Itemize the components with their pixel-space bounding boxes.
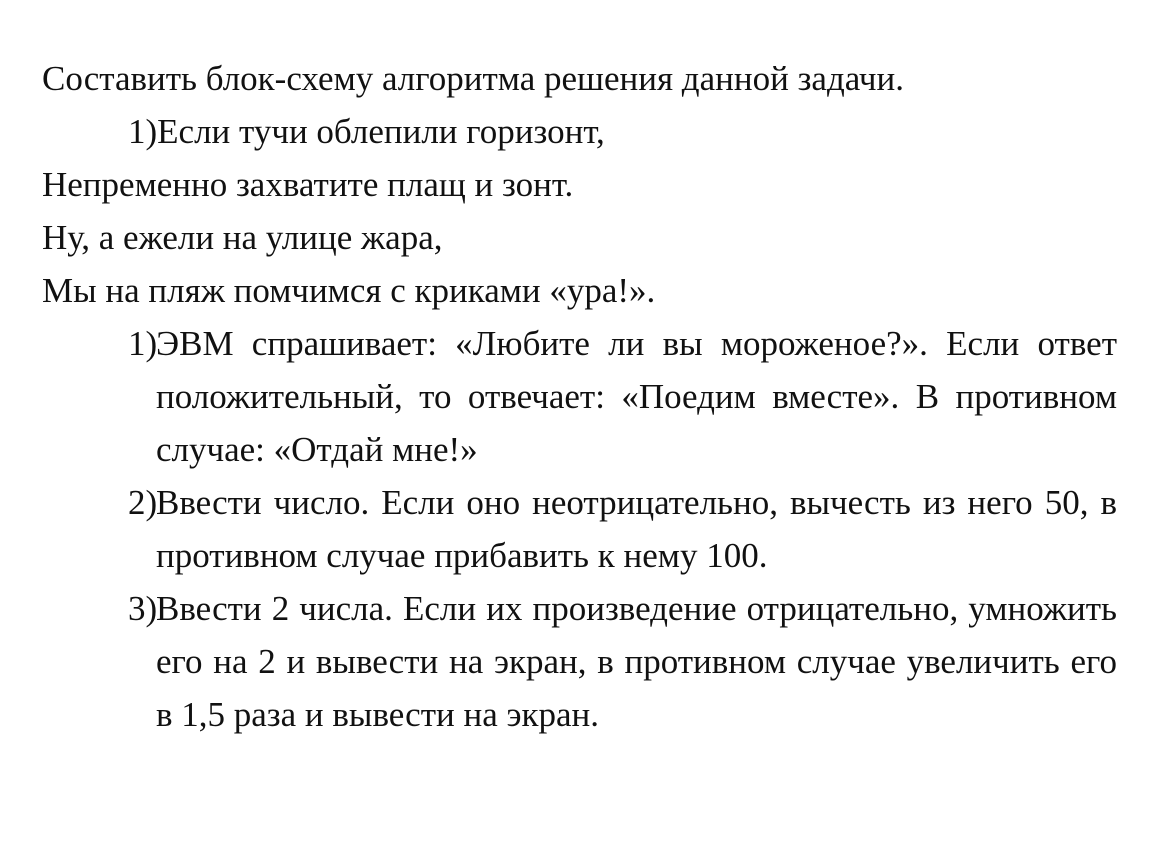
task-heading: Составить блок-схему алгоритма решения данной задачи.	[42, 59, 904, 98]
task-item-1	[42, 317, 1117, 476]
poem-line-4: Мы на пляж помчимся с криками «ура!».	[42, 271, 656, 310]
task-text-1: ЭВМ спрашивает: «Любите ли вы мороженое?». Если ответ положительный, то отвечает: «Поедим вместе». В противном случае: «Отдай мне!»	[156, 324, 1117, 469]
task-number-2: 2)	[128, 483, 158, 522]
task-text-3: Ввести 2 числа. Если их произведение отрицательно, умножить его на 2 и вывести на экран, в противном случае увеличить его в 1,5 раза и вывести на экран.	[156, 589, 1117, 734]
task-item-3	[42, 582, 1117, 741]
slide-text	[42, 52, 1117, 741]
poem-number: 1)	[128, 112, 158, 151]
poem-line-1: Если тучи облепили горизонт,	[157, 112, 605, 151]
poem-line-3: Ну, а ежели на улице жара,	[42, 218, 443, 257]
poem-first-line	[42, 105, 1117, 158]
task-item-2	[42, 476, 1117, 582]
poem-line-2: Непременно захватите плащ и зонт.	[42, 165, 574, 204]
task-number-3: 3)	[128, 589, 158, 628]
task-number-1: 1)	[128, 324, 158, 363]
task-text-2: Ввести число. Если оно неотрицательно, вычесть из него 50, в противном случае прибавить к нему 100.	[156, 483, 1117, 575]
